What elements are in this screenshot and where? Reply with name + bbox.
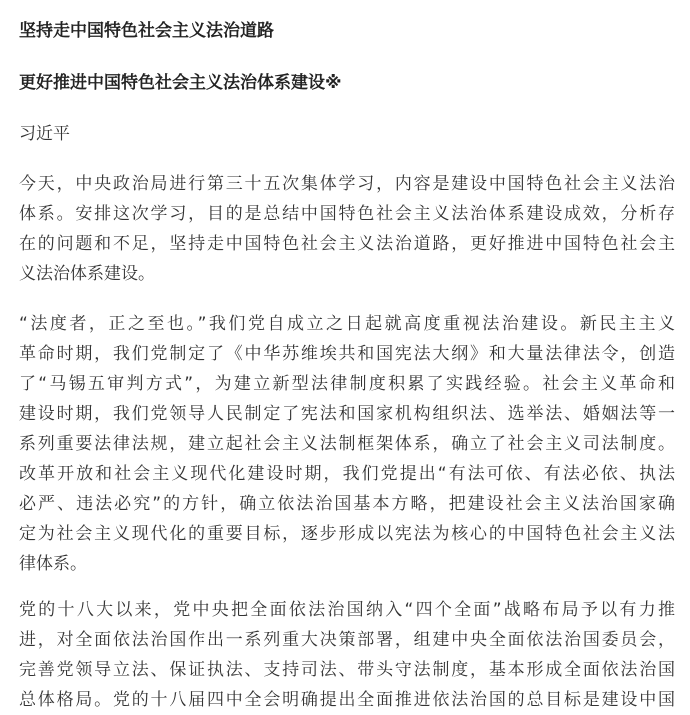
- paragraph-line: 了“马锡五审判方式”，为建立新型法律制度积累了实践经验。社会主义革命和: [19, 374, 675, 394]
- paragraph-2: [19, 309, 675, 579]
- paragraph-line: 革命时期，我们党制定了《中华苏维埃共和国宪法大纲》和大量法律法令，创造: [19, 344, 675, 364]
- paragraph-line: 进，对全面依法治国作出一系列重大决策部署，组建中央全面依法治国委员会，: [19, 630, 675, 650]
- article-subtitle: 更好推进中国特色社会主义法治体系建设※: [19, 73, 342, 93]
- paragraph-line: 建设时期，我们党领导人民制定了宪法和国家机构组织法、选举法、婚姻法等一: [19, 404, 675, 424]
- paragraph-line: 体系。安排这次学习，目的是总结中国特色社会主义法治体系建设成效，分析存: [19, 204, 675, 224]
- paragraph-line: 必严、违法必究”的方针，确立依法治国基本方略，把建设社会主义法治国家确: [19, 494, 675, 514]
- paragraph-1: [19, 169, 675, 289]
- paragraph-line: 定为社会主义现代化的重要目标，逐步形成以宪法为核心的中国特色社会主义法: [19, 524, 675, 544]
- article-title: 坚持走中国特色社会主义法治道路: [19, 21, 274, 41]
- paragraph-line: 党的十八大以来，党中央把全面依法治国纳入“四个全面”战略布局予以有力推: [19, 600, 675, 620]
- paragraph-3: [19, 595, 675, 715]
- paragraph-line: 改革开放和社会主义现代化建设时期，我们党提出“有法可依、有法必依、执法: [19, 464, 675, 484]
- paragraph-line: 律体系。: [19, 554, 87, 574]
- paragraph-line: 在的问题和不足，坚持走中国特色社会主义法治道路，更好推进中国特色社会主: [19, 234, 675, 254]
- paragraph-line: 系列重要法律法规，建立起社会主义法制框架体系，确立了社会主义司法制度。: [19, 434, 675, 454]
- paragraph-line: “法度者，正之至也。”我们党自成立之日起就高度重视法治建设。新民主主义: [19, 314, 675, 334]
- paragraph-line: 义法治体系建设。: [19, 264, 155, 284]
- article-author: 习近平: [19, 124, 70, 144]
- paragraph-line: 总体格局。党的十八届四中全会明确提出全面推进依法治国的总目标是建设中国: [19, 690, 675, 710]
- paragraph-line: 完善党领导立法、保证执法、支持司法、带头守法制度，基本形成全面依法治国: [19, 660, 675, 680]
- paragraph-line: 今天，中央政治局进行第三十五次集体学习，内容是建设中国特色社会主义法治: [19, 174, 675, 194]
